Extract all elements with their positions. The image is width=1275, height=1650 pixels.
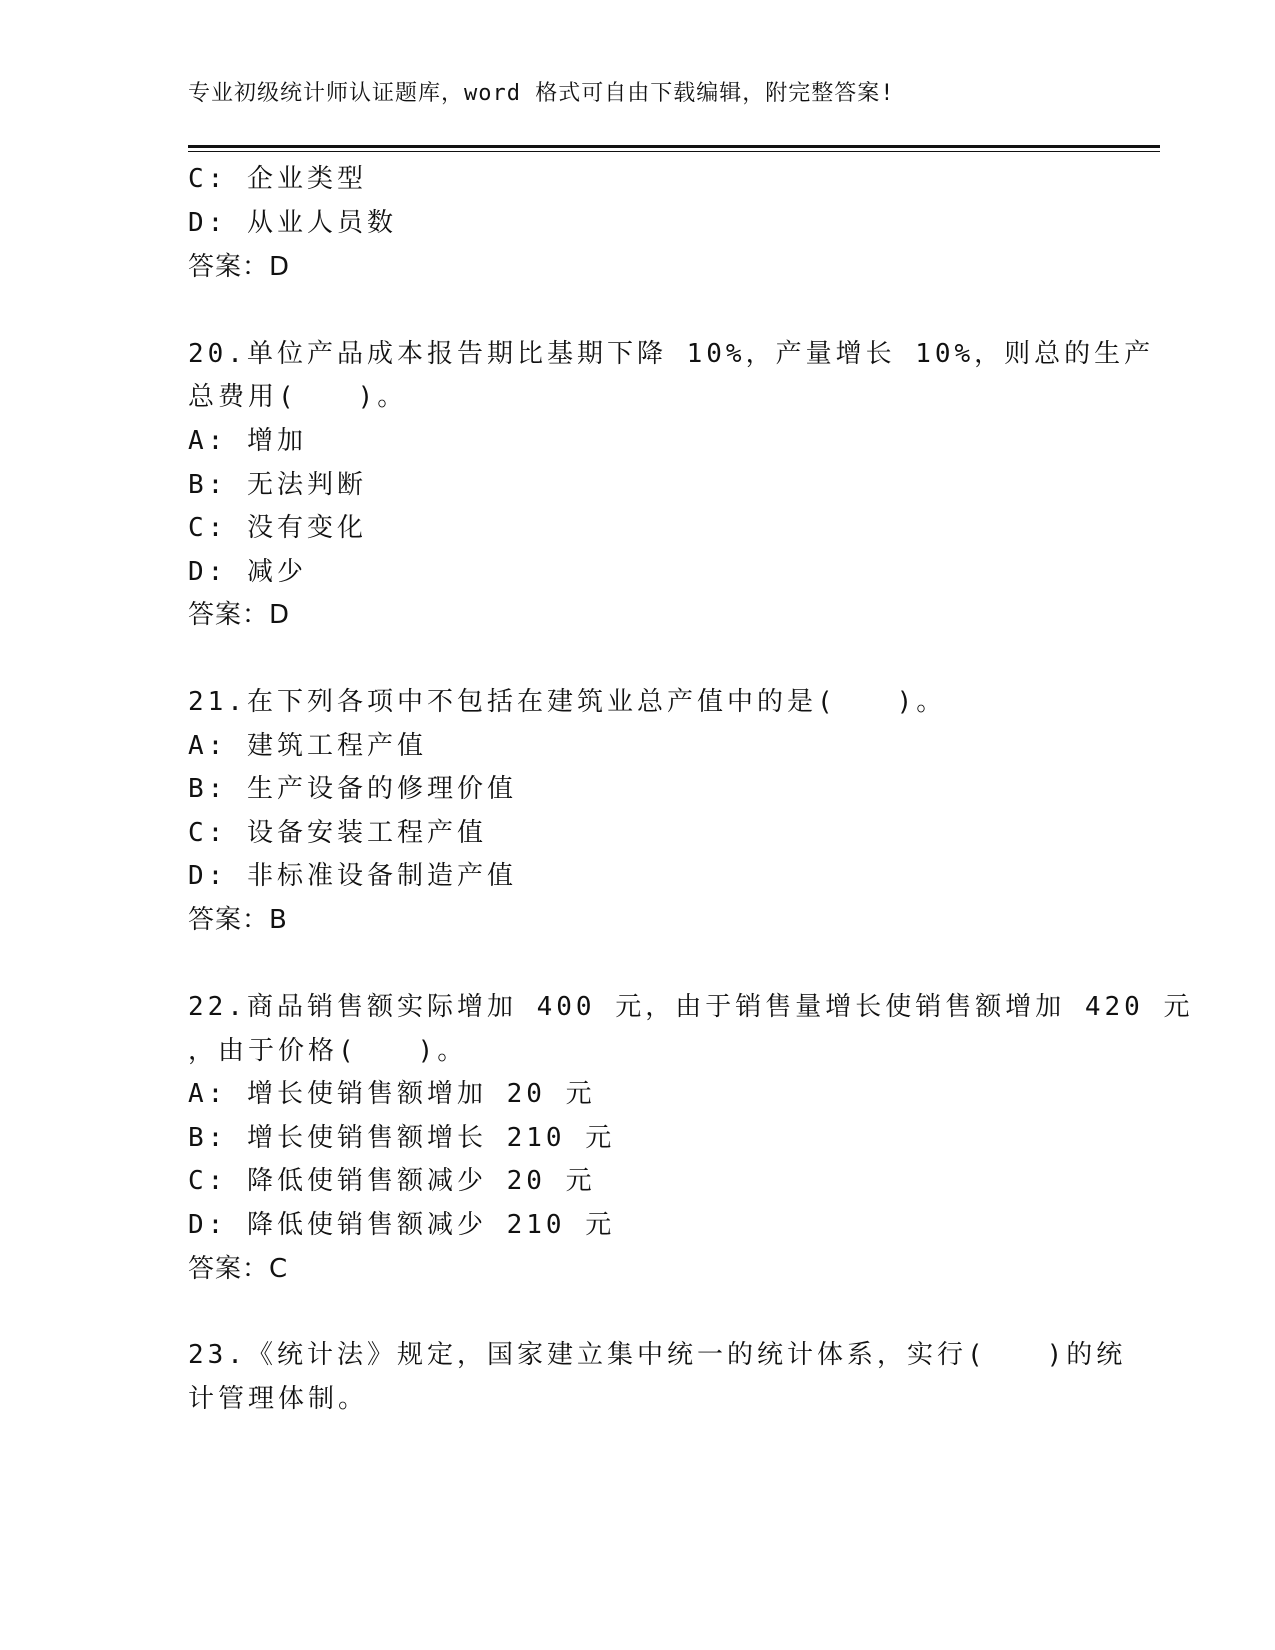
question-22-text-cont: ，由于价格( )。 [188, 1036, 468, 1066]
option-a: A: 增长使销售额增加 20 元 [188, 1079, 596, 1109]
question-23-text: 23.《统计法》规定，国家建立集中统一的统计体系，实行( )的统 [188, 1340, 1127, 1370]
question-21-text: 21.在下列各项中不包括在建筑业总产值中的是( )。 [188, 687, 947, 717]
header-rule-thin [188, 151, 1160, 152]
answer-line: 答案：D [188, 252, 291, 282]
option-b: B: 无法判断 [188, 470, 367, 500]
answer-line: 答案：B [188, 905, 288, 935]
option-a: A: 建筑工程产值 [188, 731, 427, 761]
option-d: D: 降低使销售额减少 210 元 [188, 1210, 616, 1240]
option-c: C: 没有变化 [188, 513, 367, 543]
answer-line: 答案：C [188, 1254, 289, 1284]
option-b: B: 生产设备的修理价值 [188, 774, 517, 804]
option-a: A: 增加 [188, 426, 307, 456]
question-20-text-cont: 总费用( )。 [188, 382, 408, 412]
answer-line: 答案：D [188, 600, 291, 630]
option-c: C: 降低使销售额减少 20 元 [188, 1166, 596, 1196]
option-d: D: 减少 [188, 557, 307, 587]
page-header: 专业初级统计师认证题库，word 格式可自由下载编辑，附完整答案! [188, 81, 895, 106]
header-rule-thick [188, 145, 1160, 148]
option-c: C: 设备安装工程产值 [188, 818, 487, 848]
option-c: C: 企业类型 [188, 164, 367, 194]
option-d: D: 从业人员数 [188, 208, 397, 238]
question-20-text: 20.单位产品成本报告期比基期下降 10%，产量增长 10%，则总的生产 [188, 339, 1155, 369]
option-b: B: 增长使销售额增长 210 元 [188, 1123, 616, 1153]
question-22-text: 22.商品销售额实际增加 400 元，由于销售量增长使销售额增加 420 元 [188, 992, 1194, 1022]
option-d: D: 非标准设备制造产值 [188, 861, 517, 891]
question-23-text-cont: 计管理体制。 [188, 1384, 369, 1414]
